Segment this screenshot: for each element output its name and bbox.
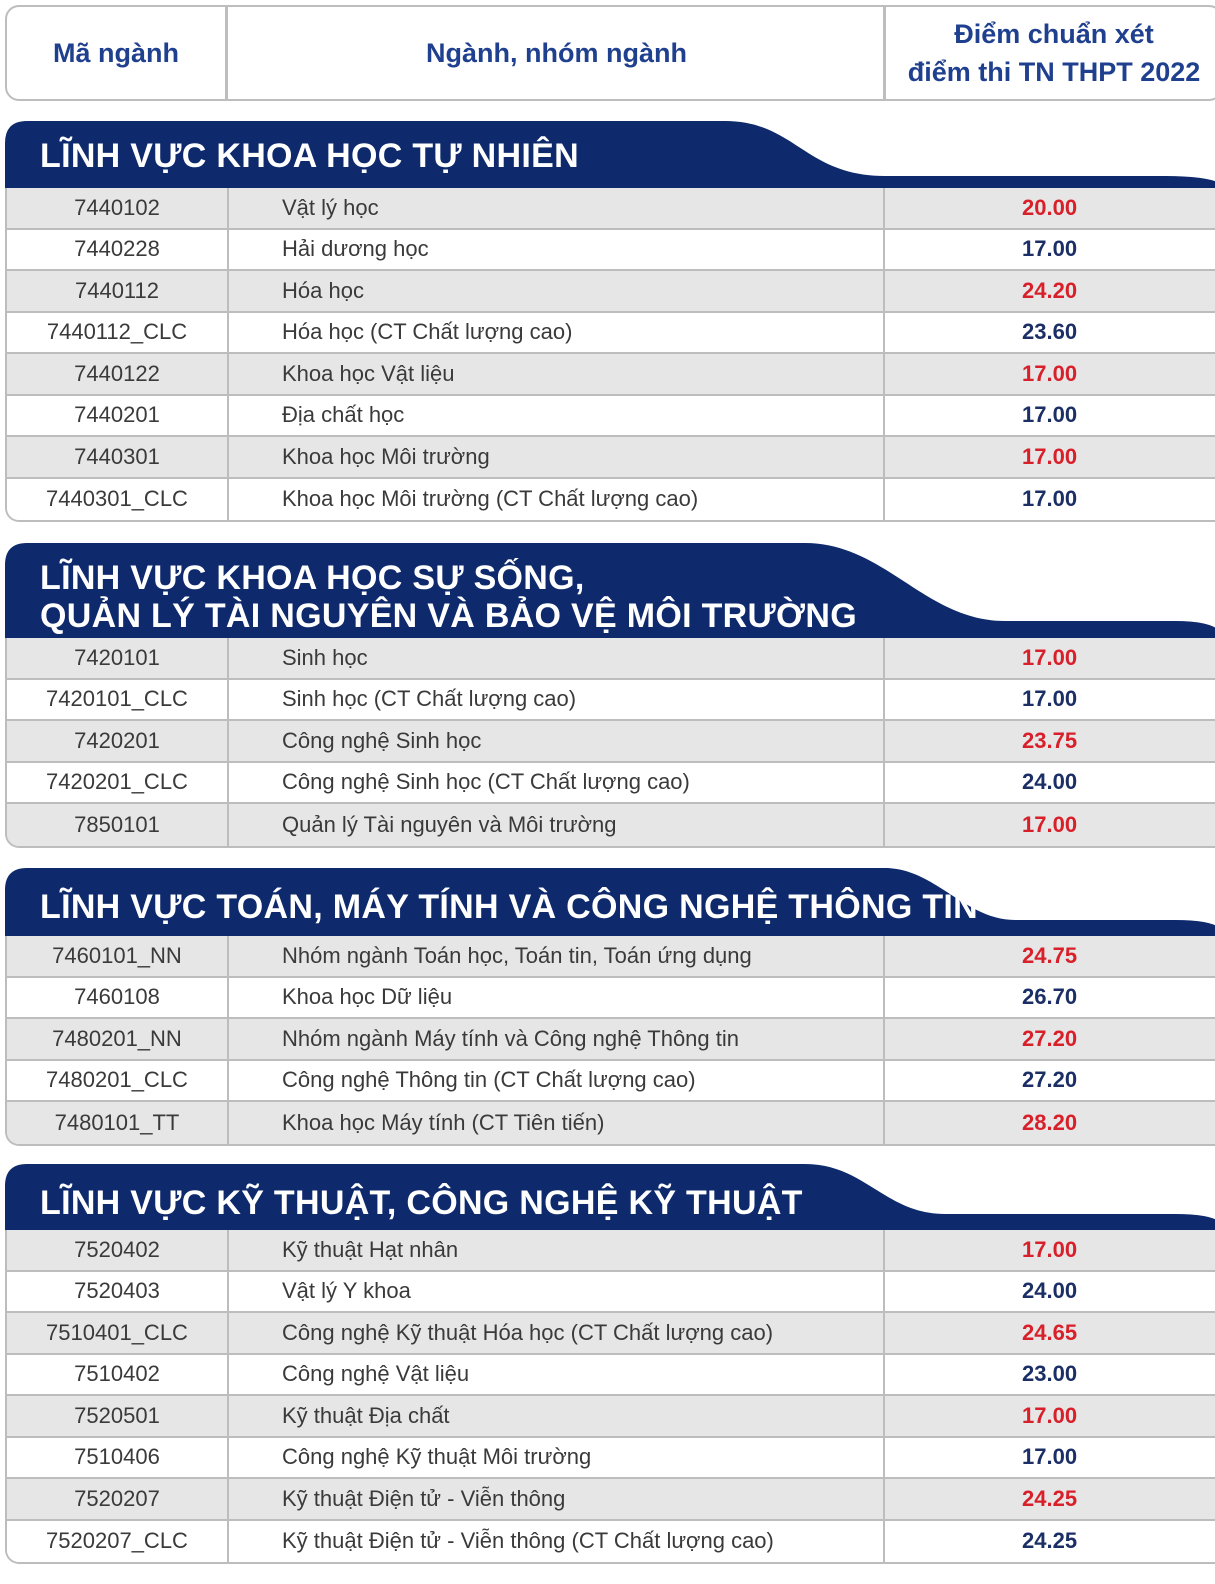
cutoff-score: 27.20 bbox=[1022, 1025, 1078, 1051]
cutoff-score: 23.00 bbox=[1022, 1361, 1078, 1387]
section-table-natural-sciences bbox=[5, 188, 1215, 522]
program-name: Vật lý học bbox=[227, 188, 885, 228]
section-title: LĨNH VỰC TOÁN, MÁY TÍNH VÀ CÔNG NGHỆ THÔNG TIN bbox=[40, 888, 978, 926]
table-row bbox=[7, 1313, 1215, 1355]
table-row bbox=[7, 479, 1215, 521]
program-code: 7520402 bbox=[74, 1236, 160, 1262]
program-code: 7460101_NN bbox=[52, 942, 182, 968]
program-name: Khoa học Máy tính (CT Tiên tiến) bbox=[227, 1102, 885, 1144]
program-name: Sinh học bbox=[227, 638, 885, 678]
program-name: Kỹ thuật Địa chất bbox=[227, 1396, 885, 1436]
program-code: 7510402 bbox=[74, 1361, 160, 1387]
program-code: 7520207_CLC bbox=[46, 1528, 188, 1554]
program-name: Công nghệ Sinh học (CT Chất lượng cao) bbox=[227, 763, 885, 803]
cutoff-score: 23.60 bbox=[1022, 319, 1078, 345]
program-code: 7420101 bbox=[74, 644, 160, 670]
cutoff-score: 17.00 bbox=[1022, 1444, 1078, 1470]
program-code: 7440102 bbox=[74, 194, 160, 220]
table-row bbox=[7, 313, 1215, 355]
table-row bbox=[7, 1438, 1215, 1480]
program-code: 7480201_NN bbox=[52, 1025, 182, 1051]
program-name: Sinh học (CT Chất lượng cao) bbox=[227, 680, 885, 720]
program-code: 7850101 bbox=[74, 811, 160, 837]
cutoff-score: 24.25 bbox=[1022, 1485, 1078, 1511]
cutoff-score: 26.70 bbox=[1022, 984, 1078, 1010]
section-banner-engineering bbox=[5, 1164, 1215, 1230]
cutoff-score: 24.65 bbox=[1022, 1319, 1078, 1345]
table-row bbox=[7, 978, 1215, 1020]
program-name: Công nghệ Kỹ thuật Hóa học (CT Chất lượng cao) bbox=[227, 1313, 885, 1353]
program-name: Khoa học Môi trường (CT Chất lượng cao) bbox=[227, 479, 885, 521]
cutoff-score: 24.75 bbox=[1022, 942, 1078, 968]
cutoff-score: 17.00 bbox=[1022, 1402, 1078, 1428]
table-row bbox=[7, 1479, 1215, 1521]
cutoff-score: 17.00 bbox=[1022, 443, 1078, 469]
table-header bbox=[5, 5, 1215, 101]
table-row bbox=[7, 1396, 1215, 1438]
section-title: LĨNH VỰC KỸ THUẬT, CÔNG NGHỆ KỸ THUẬT bbox=[40, 1184, 803, 1222]
table-row bbox=[7, 804, 1215, 846]
table-row bbox=[7, 1521, 1215, 1563]
table-row bbox=[7, 437, 1215, 479]
program-name: Kỹ thuật Hạt nhân bbox=[227, 1230, 885, 1270]
cutoff-score: 17.00 bbox=[1022, 686, 1078, 712]
program-code: 7420201 bbox=[74, 727, 160, 753]
program-name: Công nghệ Vật liệu bbox=[227, 1355, 885, 1395]
table-row bbox=[7, 680, 1215, 722]
table-row bbox=[7, 721, 1215, 763]
section-banner-math-it bbox=[5, 868, 1215, 936]
cutoff-score: 28.20 bbox=[1022, 1109, 1078, 1135]
table-row bbox=[7, 188, 1215, 230]
program-code: 7440112 bbox=[74, 277, 159, 303]
cutoff-score: 17.00 bbox=[1022, 360, 1078, 386]
header-score-line1: Điểm chuẩn xét bbox=[954, 19, 1154, 49]
header-score-line2: điểm thi TN THPT 2022 bbox=[907, 57, 1201, 87]
program-name: Nhóm ngành Toán học, Toán tin, Toán ứng dụng bbox=[227, 936, 885, 976]
program-code: 7510401_CLC bbox=[46, 1319, 188, 1345]
cutoff-score: 23.75 bbox=[1022, 727, 1078, 753]
program-code: 7420101_CLC bbox=[46, 686, 188, 712]
program-code: 7520403 bbox=[74, 1278, 160, 1304]
program-code: 7510406 bbox=[74, 1444, 160, 1470]
section-table-life-sciences bbox=[5, 638, 1215, 848]
program-name: Khoa học Môi trường bbox=[227, 437, 885, 477]
program-name: Công nghệ Sinh học bbox=[227, 721, 885, 761]
program-code: 7440112_CLC bbox=[46, 319, 188, 345]
program-code: 7480201_CLC bbox=[46, 1067, 188, 1093]
section-title-line1: LĨNH VỰC KHOA HỌC SỰ SỐNG, bbox=[40, 559, 585, 597]
cutoff-score: 20.00 bbox=[1022, 194, 1078, 220]
section-table-engineering bbox=[5, 1230, 1215, 1564]
program-name: Địa chất học bbox=[227, 396, 885, 436]
cutoff-score: 17.00 bbox=[1022, 811, 1078, 837]
cutoff-score: 27.20 bbox=[1022, 1067, 1078, 1093]
cutoff-score: 24.00 bbox=[1022, 1278, 1078, 1304]
cutoff-score: 17.00 bbox=[1022, 1236, 1078, 1262]
program-name: Công nghệ Thông tin (CT Chất lượng cao) bbox=[227, 1061, 885, 1101]
table-row bbox=[7, 1061, 1215, 1103]
program-code: 7440301_CLC bbox=[46, 486, 188, 512]
cutoff-score: 17.00 bbox=[1022, 402, 1078, 428]
program-code: 7520207 bbox=[74, 1485, 160, 1511]
cutoff-score: 24.20 bbox=[1022, 277, 1078, 303]
program-name: Nhóm ngành Máy tính và Công nghệ Thông tin bbox=[227, 1019, 885, 1059]
table-row bbox=[7, 1272, 1215, 1314]
program-name: Kỹ thuật Điện tử - Viễn thông (CT Chất lượng cao) bbox=[227, 1521, 885, 1563]
header-name: Ngành, nhóm ngành bbox=[426, 38, 687, 68]
program-code: 7440228 bbox=[74, 236, 160, 262]
program-name: Khoa học Dữ liệu bbox=[227, 978, 885, 1018]
program-name: Kỹ thuật Điện tử - Viễn thông bbox=[227, 1479, 885, 1519]
program-name: Quản lý Tài nguyên và Môi trường bbox=[227, 804, 885, 846]
program-name: Hóa học bbox=[227, 271, 885, 311]
section-banner-life-sciences bbox=[5, 543, 1215, 638]
program-code: 7440201 bbox=[74, 402, 160, 428]
table-row bbox=[7, 638, 1215, 680]
program-code: 7460108 bbox=[74, 984, 160, 1010]
program-name: Hóa học (CT Chất lượng cao) bbox=[227, 313, 885, 353]
program-code: 7520501 bbox=[74, 1402, 160, 1428]
section-title: LĨNH VỰC KHOA HỌC TỰ NHIÊN bbox=[40, 137, 579, 175]
table-row bbox=[7, 396, 1215, 438]
header-score bbox=[886, 7, 1215, 99]
table-row bbox=[7, 1019, 1215, 1061]
program-name: Hải dương học bbox=[227, 230, 885, 270]
cutoff-score: 17.00 bbox=[1022, 236, 1078, 262]
section-title-line2: QUẢN LÝ TÀI NGUYÊN VÀ BẢO VỆ MÔI TRƯỜNG bbox=[40, 597, 857, 635]
cutoff-score: 24.00 bbox=[1022, 769, 1078, 795]
cutoff-score: 24.25 bbox=[1022, 1528, 1078, 1554]
section-banner-natural-sciences bbox=[5, 121, 1215, 188]
program-name: Khoa học Vật liệu bbox=[227, 354, 885, 394]
table-row bbox=[7, 1355, 1215, 1397]
table-row bbox=[7, 763, 1215, 805]
header-code: Mã ngành bbox=[53, 38, 179, 68]
program-name: Vật lý Y khoa bbox=[227, 1272, 885, 1312]
program-name: Công nghệ Kỹ thuật Môi trường bbox=[227, 1438, 885, 1478]
table-row bbox=[7, 1102, 1215, 1144]
program-code: 7480101_TT bbox=[54, 1109, 180, 1135]
section-table-math-it bbox=[5, 936, 1215, 1146]
table-row bbox=[7, 936, 1215, 978]
program-code: 7440122 bbox=[74, 360, 160, 386]
table-row bbox=[7, 230, 1215, 272]
table-row bbox=[7, 1230, 1215, 1272]
cutoff-score: 17.00 bbox=[1022, 644, 1078, 670]
program-code: 7420201_CLC bbox=[46, 769, 188, 795]
table-row bbox=[7, 354, 1215, 396]
cutoff-score: 17.00 bbox=[1022, 486, 1078, 512]
program-code: 7440301 bbox=[74, 443, 160, 469]
table-row bbox=[7, 271, 1215, 313]
